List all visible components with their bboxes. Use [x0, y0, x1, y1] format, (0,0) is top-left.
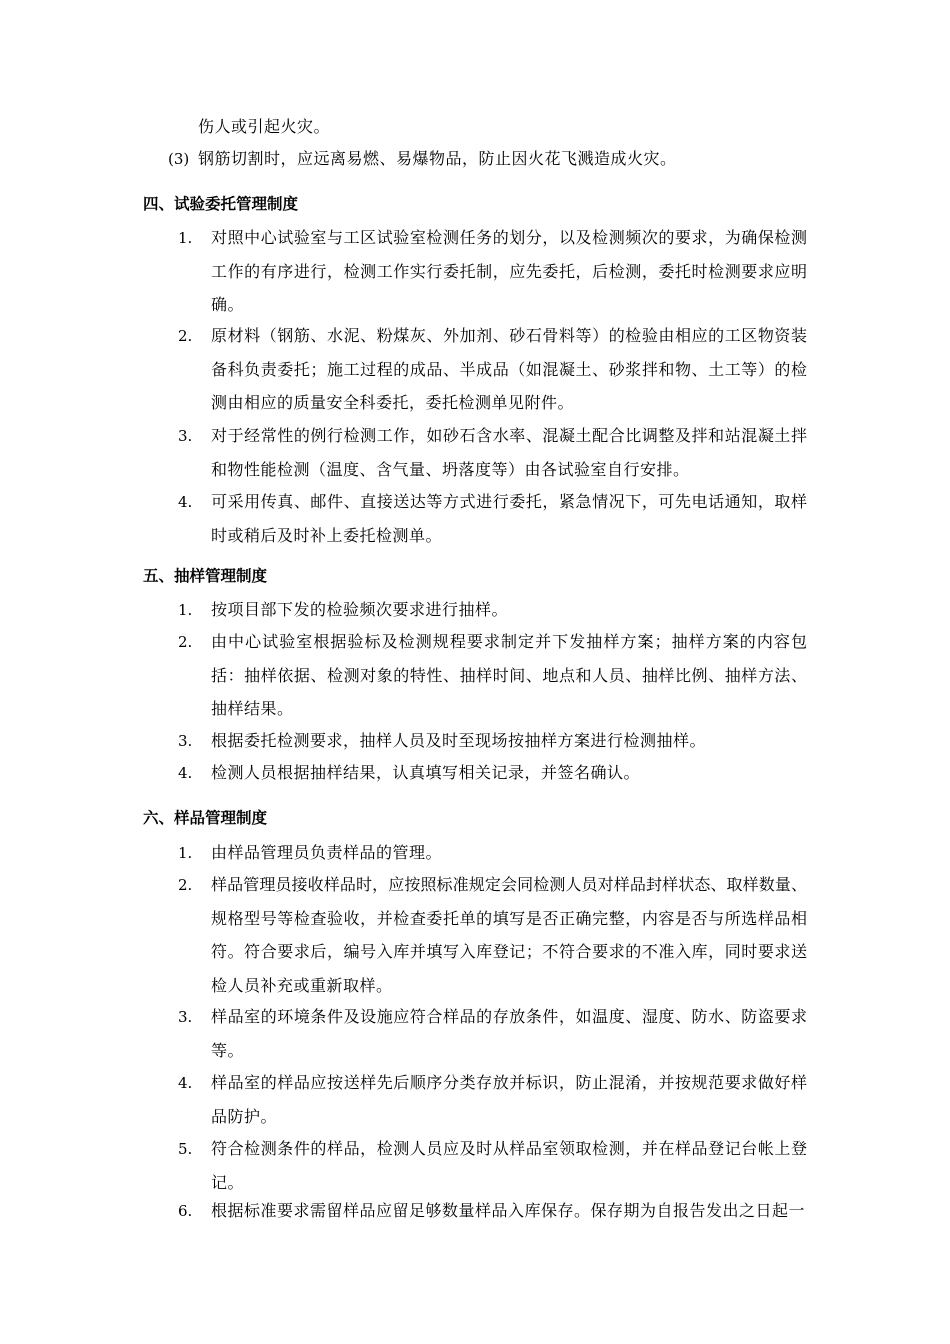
sec6-item-5-number: 5. — [178, 1140, 193, 1158]
sec4-item-1-number: 1. — [178, 229, 193, 247]
sec4-item-3-number: 3. — [178, 427, 193, 445]
sec6-item-3-line: 样品室的环境条件及设施应符合样品的存放条件，如温度、湿度、防水、防盗要求 — [211, 1007, 807, 1026]
sec6-item-5-line: 记。 — [211, 1172, 245, 1192]
sec6-item-2-line: 检人员补充或重新取样。 — [211, 975, 393, 995]
sec5-item-1-line: 按项目部下发的检验频次要求进行抽样。 — [211, 600, 509, 619]
sec6-item-2-line: 样品管理员接收样品时，应按照标准规定会同检测人员对样品封样状态、取样数量、 — [211, 875, 807, 894]
sec6-item-1-line: 由样品管理员负责样品的管理。 — [211, 843, 443, 862]
intro-item-text: 钢筋切割时，应远离易燃、易爆物品，防止因火花飞溅造成火灾。 — [198, 149, 677, 168]
sec6-item-6-number: 6. — [178, 1202, 193, 1220]
sec6-item-4-line: 样品室的样品应按送样先后顺序分类存放并标识，防止混淆，并按规范要求做好样 — [211, 1073, 807, 1092]
sec6-item-3-line: 等。 — [211, 1040, 245, 1060]
sec4-item-4-line: 时或稍后及时补上委托检测单。 — [211, 525, 443, 545]
sec4-item-2-line: 备科负责委托；施工过程的成品、半成品（如混凝土、砂浆拌和物、土工等）的检 — [211, 359, 807, 379]
section-4-title: 四、试验委托管理制度 — [143, 195, 299, 213]
sec4-item-4-line: 可采用传真、邮件、直接送达等方式进行委托，紧急情况下，可先电话通知，取样 — [211, 492, 807, 511]
sec4-item-2-number: 2. — [178, 327, 193, 345]
sec4-item-1-line: 确。 — [211, 295, 245, 314]
sec4-item-3-line: 和物性能检测（温度、含气量、坍落度等）由各试验室自行安排。 — [211, 459, 690, 479]
sec4-item-2-line: 测由相应的质量安全科委托，委托检测单见附件。 — [211, 393, 575, 412]
sec6-item-5-line: 符合检测条件的样品，检测人员应及时从样品室领取检测，并在样品登记台帐上登 — [211, 1139, 807, 1158]
sec6-item-4-line: 品防护。 — [211, 1106, 278, 1126]
sec5-item-3-number: 3. — [178, 732, 193, 750]
sec5-item-2-line: 抽样结果。 — [211, 699, 294, 718]
sec4-item-1-line: 工作的有序进行，检测工作实行委托制，应先委托，后检测，委托时检测要求应明 — [211, 261, 807, 281]
intro-continuation-line: 伤人或引起火灾。 — [198, 117, 331, 136]
sec5-item-4-line: 检测人员根据抽样结果，认真填写相关记录，并签名确认。 — [211, 763, 641, 782]
sec6-item-2-number: 2. — [178, 876, 193, 894]
sec6-item-4-number: 4. — [178, 1074, 193, 1092]
section-5-title: 五、抽样管理制度 — [143, 567, 268, 585]
sec5-item-4-number: 4. — [178, 764, 193, 782]
sec6-item-1-number: 1. — [178, 844, 193, 862]
sec5-item-2-line: 括：抽样依据、检测对象的特性、抽样时间、地点和人员、抽样比例、抽样方法、 — [211, 665, 807, 685]
sec5-item-2-number: 2. — [178, 633, 193, 651]
sec5-item-1-number: 1. — [178, 601, 193, 619]
sec6-item-3-number: 3. — [178, 1008, 193, 1026]
sec5-item-3-line: 根据委托检测要求，抽样人员及时至现场按抽样方案进行检测抽样。 — [211, 731, 707, 750]
sec6-item-6-line: 根据标准要求需留样品应留足够数量样品入库保存。保存期为自报告发出之日起一 — [211, 1201, 806, 1220]
section-6-title: 六、样品管理制度 — [143, 809, 268, 827]
intro-item-number: (3) — [168, 150, 190, 168]
sec4-item-3-line: 对于经常性的例行检测工作，如砂石含水率、混凝土配合比调整及拌和站混凝土拌 — [211, 426, 807, 445]
sec4-item-2-line: 原材料（钢筋、水泥、粉煤灰、外加剂、砂石骨料等）的检验由相应的工区物资装 — [211, 326, 807, 345]
sec6-item-2-line: 规格型号等检查验收，并检查委托单的填写是否正确完整，内容是否与所选样品相 — [211, 908, 807, 928]
sec4-item-4-number: 4. — [178, 493, 193, 511]
sec5-item-2-line: 由中心试验室根据验标及检测规程要求制定并下发抽样方案；抽样方案的内容包 — [211, 632, 807, 651]
sec6-item-2-line: 符。符合要求后，编号入库并填写入库登记；不符合要求的不准入库，同时要求送 — [211, 942, 807, 961]
sec4-item-1-line: 对照中心试验室与工区试验室检测任务的划分，以及检测频次的要求，为确保检测 — [211, 228, 807, 247]
